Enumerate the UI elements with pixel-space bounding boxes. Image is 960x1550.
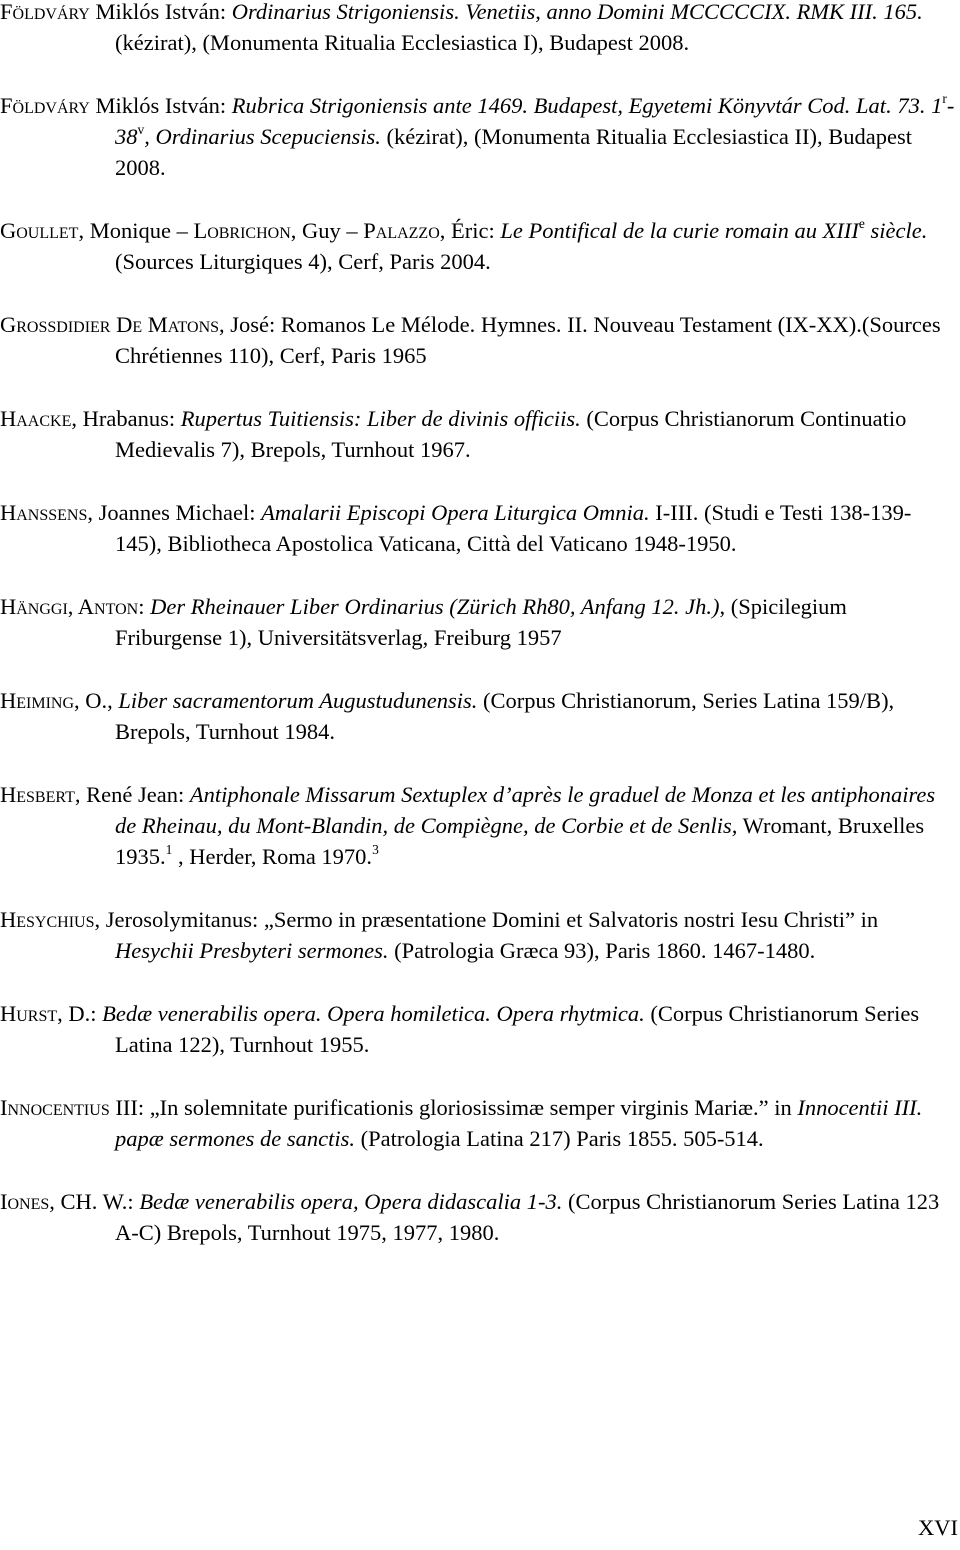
entry-author-name: Iones — [0, 1189, 50, 1214]
bibliography-entry — [0, 309, 958, 371]
entry-title-italic: Rubrica Strigoniensis ante 1469. Budapest, Egyetemi Könyvtár Cod. Lat. 73. 1 — [231, 93, 943, 118]
entry-text: , O., — [74, 688, 119, 713]
bibliography-entry — [0, 904, 958, 966]
entry-author-name: Lobrichon — [193, 218, 291, 243]
entry-author-name: Heiming — [0, 688, 75, 713]
bibliography-entry — [0, 403, 958, 465]
entry-title-italic: Amalarii Episcopi Opera Liturgica Omnia. — [261, 500, 650, 525]
entry-text: (kézirat), (Monumenta Ritualia Ecclesiastica I), Budapest 2008. — [115, 30, 690, 55]
entry-text: (Sources Liturgiques 4), Cerf, Paris 2004. — [115, 249, 491, 274]
entry-title-italic: Bedæ venerabilis opera, Opera didascalia 1-3. — [139, 1189, 563, 1214]
entry-text: , CH. W.: — [49, 1189, 140, 1214]
entry-text: (Patrologia Latina 217) Paris 1855. 505-514. — [355, 1126, 764, 1151]
entry-superscript: e — [858, 215, 865, 231]
entry-text: , René Jean: — [74, 782, 190, 807]
entry-superscript: r — [942, 90, 947, 106]
entry-text: Miklós István: — [89, 93, 232, 118]
entry-text: , Éric: — [439, 218, 501, 243]
entry-author-name: Hänggi, Anton — [0, 594, 139, 619]
entry-text: (Corpus Christianorum Series Latina 122), Turnhout 1955. — [115, 1001, 920, 1057]
entry-title-italic: Innocentii III. papæ sermones de sanctis. — [115, 1095, 923, 1151]
bibliography-entry — [0, 1186, 958, 1248]
entry-author-name: Innocentius — [0, 1095, 110, 1120]
entry-title-italic: Liber sacramentorum Augustudunensis. — [118, 688, 478, 713]
bibliography-entry — [0, 591, 958, 653]
entry-author-name: Palazzo — [363, 218, 440, 243]
bibliography-entry — [0, 779, 958, 872]
entry-text: (Corpus Christianorum Series Latina 123 A-C) Brepols, Turnhout 1975, 1977, 1980. — [115, 1189, 940, 1245]
entry-text: , D.: — [57, 1001, 103, 1026]
entry-text: , Herder, Roma 1970. — [172, 844, 373, 869]
entry-title-italic: Der Rheinauer Liber Ordinarius (Zürich Rh80, Anfang 12. Jh.) — [150, 594, 720, 619]
entry-author-name: Goullet — [0, 218, 79, 243]
entry-text: , José: Romanos Le Mélode. Hymnes. II. Nouveau Testament (IX-XX).(Sources Chrétiennes 110), Cerf, Paris 1965 — [115, 312, 941, 368]
entry-title-italic: , Ordinarius Scepuciensis. — [144, 124, 381, 149]
entry-text: Miklós István: — [89, 0, 232, 24]
entry-text: III: „In solemnitate purificationis gloriosissimæ semper virginis Mariæ.” in — [109, 1095, 798, 1120]
entry-text: : — [138, 594, 151, 619]
bibliography-entry — [0, 998, 958, 1060]
entry-author-name: Földváry — [0, 93, 90, 118]
entry-title-italic: Antiphonale Missarum Sextuplex d’après le graduel de Monza et les antiphonaires de Rheinau, du Mont-Blandin, de Compiègne, de Corbie et de Senlis, — [115, 782, 936, 838]
entry-superscript: 3 — [372, 841, 379, 857]
entry-author-name: Grossdidier De Matons — [0, 312, 220, 337]
entry-text: , (Spicilegium Friburgense 1), Universitätsverlag, Freiburg 1957 — [115, 594, 847, 650]
entry-author-name: Hurst — [0, 1001, 58, 1026]
entry-text: (Corpus Christianorum, Series Latina 159/B), Brepols, Turnhout 1984. — [115, 688, 895, 744]
bibliography-entry — [0, 0, 958, 58]
entry-title-italic: -38 — [115, 93, 955, 149]
entry-text: , Hrabanus: — [71, 406, 181, 431]
bibliography-entry — [0, 497, 958, 559]
entry-author-name: Hanssens — [0, 500, 88, 525]
entry-text: , Jerosolymitanus: „Sermo in præsentatione Domini et Salvatoris nostri Iesu Christi” in — [94, 907, 879, 932]
bibliography-entry — [0, 685, 958, 747]
entry-text: , Joannes Michael: — [87, 500, 262, 525]
entry-title-italic: Hesychii Presbyteri sermones. — [115, 938, 389, 963]
entry-author-name: Haacke — [0, 406, 72, 431]
entry-title-italic: Le Pontifical de la curie romain au XIII — [500, 218, 859, 243]
entry-author-name: Hesychius — [0, 907, 95, 932]
entry-text: I-III. (Studi e Testi 138-139-145), Bibliotheca Apostolica Vaticana, Città del Vaticano 1948-1950. — [115, 500, 912, 556]
entry-text: , Monique – — [78, 218, 194, 243]
bibliography-entry — [0, 90, 958, 183]
entry-text: Wromant, Bruxelles 1935. — [115, 813, 925, 869]
entry-author-name: Földváry — [0, 0, 90, 24]
entry-text: (kézirat), (Monumenta Ritualia Ecclesiastica II), Budapest 2008. — [115, 124, 912, 180]
entry-text: , Guy – — [290, 218, 364, 243]
entry-text: (Corpus Christianorum Continuatio Medievalis 7), Brepols, Turnhout 1967. — [115, 406, 907, 462]
bibliography-entry — [0, 1092, 958, 1154]
entry-superscript: 1 — [165, 841, 173, 857]
entry-title-italic: Rupertus Tuitiensis: Liber de divinis officiis. — [180, 406, 581, 431]
entry-title-italic: Bedæ venerabilis opera. Opera homiletica. Opera rhytmica. — [102, 1001, 645, 1026]
entry-text: (Patrologia Græca 93), Paris 1860. 1467-1480. — [388, 938, 816, 963]
entry-title-italic: Ordinarius Strigoniensis. Venetiis, anno Domini MCCCCCIX. RMK III. 165. — [231, 0, 923, 24]
bibliography-entry — [0, 215, 958, 277]
entry-superscript: v — [137, 121, 145, 137]
page-number: XVI — [918, 1515, 958, 1540]
entry-title-italic: siècle. — [864, 218, 928, 243]
entry-author-name: Hesbert — [0, 782, 75, 807]
